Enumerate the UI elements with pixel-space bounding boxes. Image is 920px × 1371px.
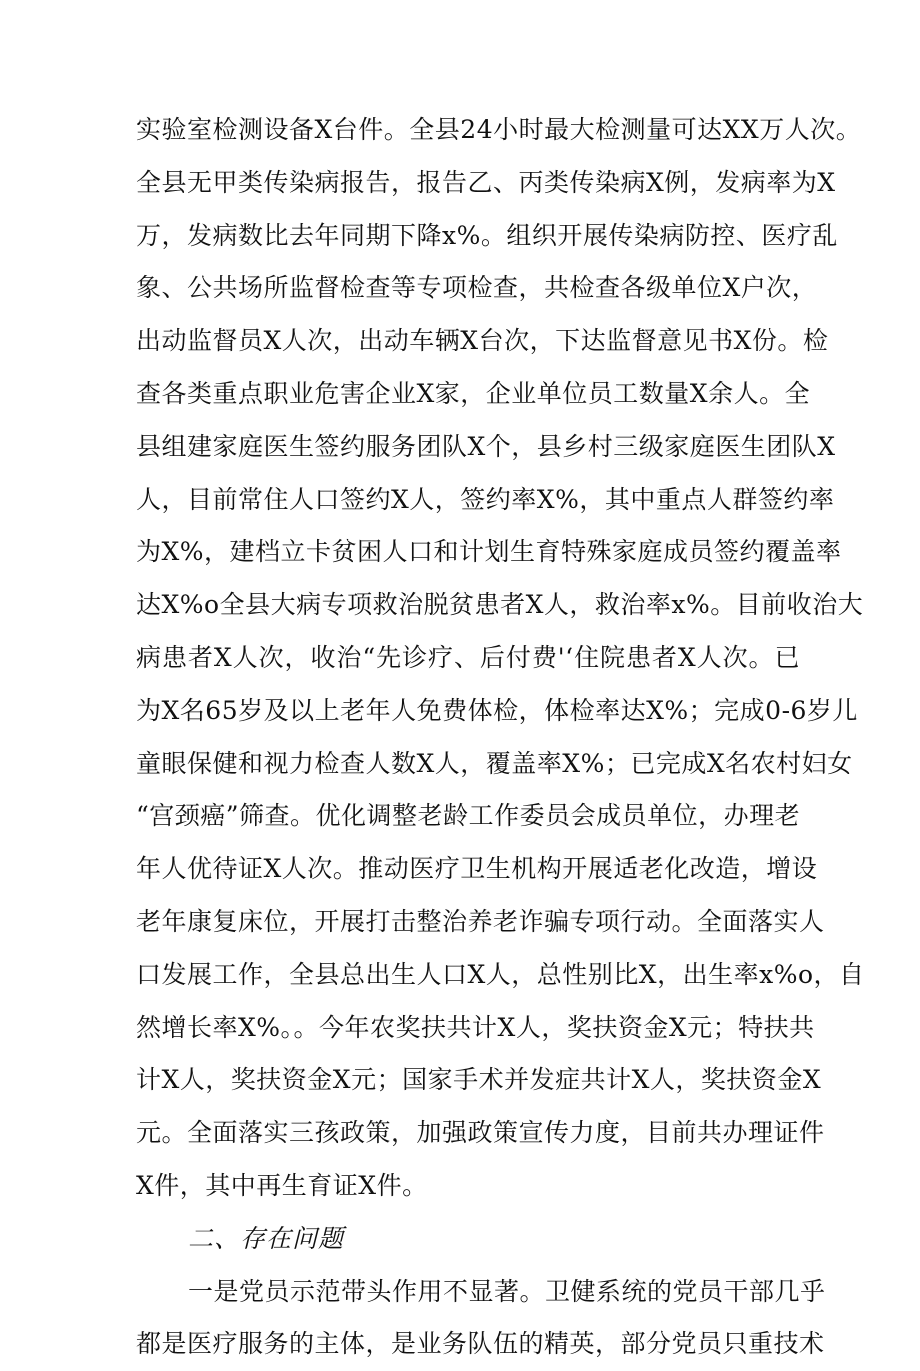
- body-line: 都是医疗服务的主体，是业务队伍的精英，部分党员只重技术: [136, 1329, 825, 1359]
- body-line: 口发展工作，全县总出生人口X人，总性别比X，出生率x%o，自: [136, 959, 865, 989]
- body-line: 出动监督员X人次，出动车辆X台次，下达监督意见书X份。检: [136, 326, 829, 356]
- body-line: 县组建家庭医生签约服务团队X个，县乡村三级家庭医生团队X: [136, 431, 836, 461]
- body-line: 查各类重点职业危害企业X家，企业单位员工数量X余人。全: [136, 378, 811, 408]
- body-line: 全县无甲类传染病报告，报告乙、丙类传染病X例，发病率为X: [136, 167, 836, 197]
- body-line: “宫颈癌”筛查。优化调整老龄工作委员会成员单位，办理老: [136, 801, 801, 831]
- body-line: 老年康复床位，开展打击整治养老诈骗专项行动。全面落实人: [136, 906, 825, 936]
- body-line: 为X%，建档立卡贫困人口和计划生育特殊家庭成员签约覆盖率: [136, 537, 842, 567]
- body-line: 人，目前常住人口签约X人，签约率X%，其中重点人群签约率: [136, 484, 835, 514]
- body-line: 万，发病数比去年同期下降x%。组织开展传染病防控、医疗乱: [136, 220, 838, 250]
- body-line: 年人优待证X人次。推动医疗卫生机构开展适老化改造，增设: [136, 854, 818, 884]
- body-line: 实验室检测设备X台件。全县24小时最大检测量可达XX万人次。: [136, 115, 862, 144]
- section-heading: 二、存在问题: [188, 1223, 345, 1253]
- body-line: 象、公共场所监督检查等专项检查，共检查各级单位X户次，: [136, 273, 818, 303]
- body-line: 一是党员示范带头作用不显著。卫健系统的党员干部几乎: [188, 1276, 826, 1306]
- body-line: 达X%o全县大病专项救治脱贫患者X人，救治率x%。目前收治大: [136, 590, 864, 620]
- body-line: 计X人，奖扶资金X元；国家手术并发症共计X人，奖扶资金X: [136, 1065, 822, 1095]
- body-line: 元。全面落实三孩政策，加强政策宣传力度，目前共办理证件: [136, 1118, 825, 1148]
- body-line: 为X名65岁及以上老年人免费体检，体检率达X%；完成0-6岁儿: [136, 695, 858, 725]
- body-line: X件，其中再生育证X件。: [136, 1170, 428, 1200]
- body-line: 病患者X人次，收治“先诊疗、后付费'‘住院患者X人次。已: [136, 642, 800, 672]
- document-body: [136, 104, 865, 1371]
- body-line: 童眼保健和视力检查人数X人，覆盖率X%；已完成X名农村妇女: [136, 748, 853, 778]
- body-line: 然增长率X%。。今年农奖扶共计X人，奖扶资金X元；特扶共: [136, 1012, 815, 1042]
